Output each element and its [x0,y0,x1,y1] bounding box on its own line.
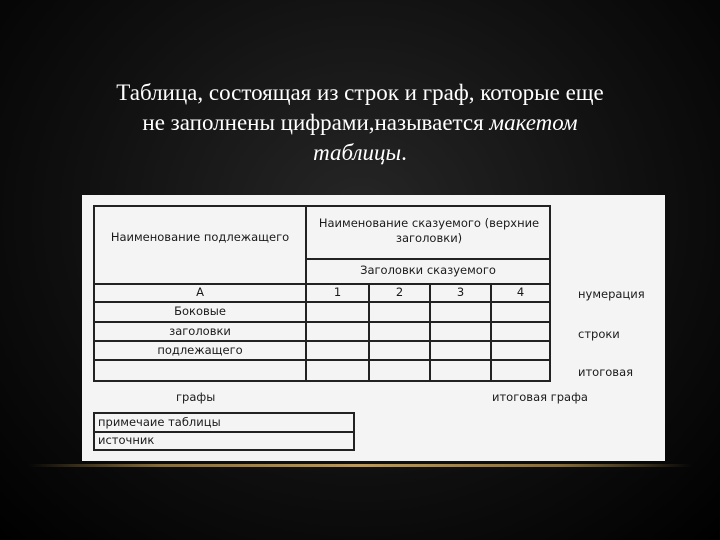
predicate-subheader: Заголовки сказуемого [360,263,496,277]
row-label-3: подлежащего [157,343,243,357]
title-emphasis-maketom: макетом [489,110,578,135]
column-number-1: 1 [333,285,342,299]
table-bottom-border [93,380,551,382]
row-rule-3 [93,359,551,361]
title-line-2 [20,108,700,138]
numbering-row-rule [93,301,551,303]
title-line-2-text: не заполнены цифрами,называется [142,110,490,135]
title-line-3 [20,138,700,168]
column-number-3: 3 [456,285,465,299]
predicate-header: Наименование сказуемого (верхние заголовки) [318,216,540,245]
note-table-remark: примечаие таблицы [98,415,221,429]
row-label-2: заголовки [169,324,231,338]
column-number-4: 4 [516,285,525,299]
table-right-border [549,205,551,382]
subject-header: Наименование подлежащего [110,230,290,244]
notes-right-border [353,412,355,451]
predicate-header-rule [305,258,551,260]
numbering-label: нумерация [578,287,645,301]
total-column-label: итоговая графа [492,390,588,404]
title-line-1: Таблица, состоящая из строк и граф, которые еще [116,80,604,105]
row-label-1: Боковые [174,304,226,318]
table-top-border [93,205,551,207]
slide-title [20,78,700,168]
decorative-gold-divider [28,464,692,467]
note-source: источник [98,433,155,447]
column-a-label: А [196,285,204,299]
title-emphasis-tablitsy: таблицы [313,140,402,165]
rows-label: строки [578,327,620,341]
title-period: . [401,140,407,165]
notes-left-border [93,412,95,451]
total-row-label: итоговая [578,365,634,379]
notes-bottom-border [93,449,355,451]
column-number-2: 2 [395,285,404,299]
row-rule-1 [93,321,551,323]
row-rule-2 [93,340,551,342]
table-layout-figure [82,195,665,461]
columns-label: графы [176,390,216,404]
notes-top-border [93,412,355,414]
